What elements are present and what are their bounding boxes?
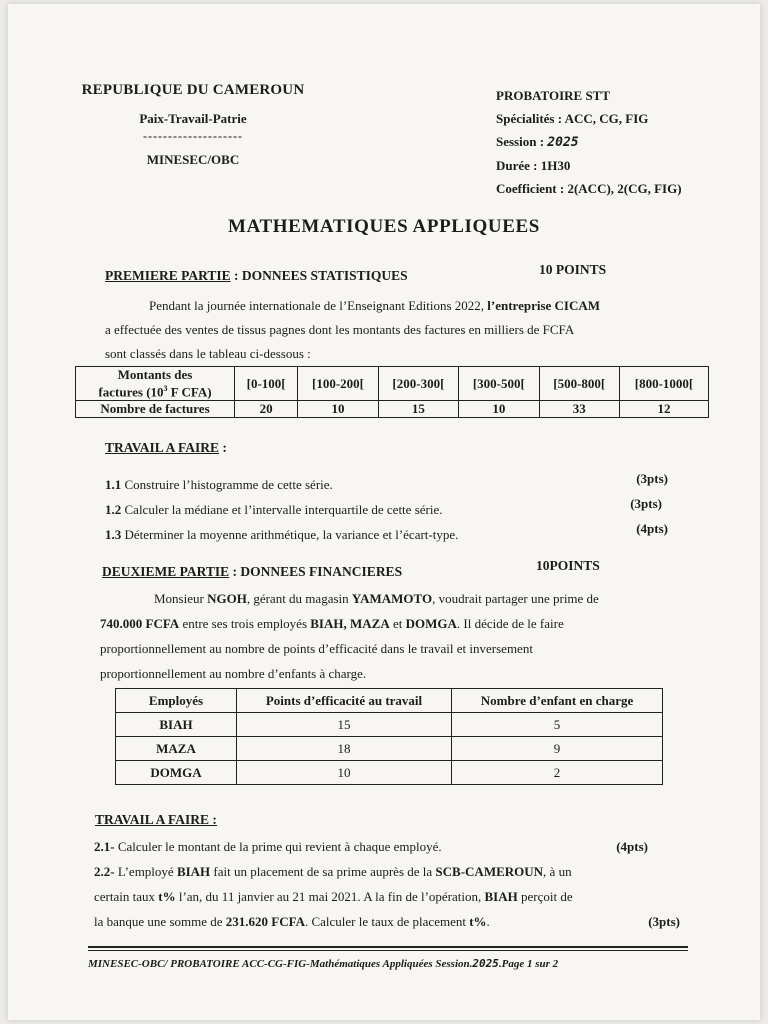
part2-heading	[102, 558, 722, 580]
header-separator: --------------------	[143, 129, 243, 143]
exam-title: MATHEMATIQUES APPLIQUEES	[228, 216, 540, 237]
part1-subtitle: : DONNEES STATISTIQUES	[230, 268, 408, 283]
part2-points: 10POINTS	[536, 558, 600, 573]
table-row	[76, 401, 709, 418]
company-name: l’entreprise CICAM	[487, 298, 601, 313]
class-cell: [200-300[	[378, 367, 458, 401]
table-header: Nombre d’enfant en charge	[452, 689, 663, 713]
footer-text: MINESEC-OBC/ PROBATOIRE ACC-CG-FIG-Mathématiques Appliquées Session.2025.Page 1 sur 2	[88, 957, 559, 970]
part1-points: 10 POINTS	[539, 262, 607, 277]
header-right	[496, 84, 736, 200]
footer-session: 2025	[472, 957, 499, 970]
footer-rule	[88, 950, 688, 951]
count-cell: 12	[619, 401, 708, 418]
coefficient-line	[496, 177, 736, 200]
p2-line-1: Monsieur NGOH, gérant du magasin YAMAMOTO, voudrait partager une prime de	[154, 591, 599, 606]
employee-name: MAZA	[116, 737, 237, 761]
employee-table	[115, 688, 663, 785]
employee-name: BIAH	[116, 713, 237, 737]
part1-tasks	[105, 471, 668, 549]
part2-tasks	[94, 834, 680, 934]
table-cell: 15	[237, 713, 452, 737]
class-cell: [0-100[	[235, 367, 298, 401]
specialities: Spécialités : ACC, CG, FIG	[496, 111, 649, 126]
session-label: Session :	[496, 134, 545, 149]
class-cell: [300-500[	[459, 367, 539, 401]
count-cell: 20	[235, 401, 298, 418]
part2-work-heading: TRAVAIL A FAIRE :	[95, 812, 217, 827]
session-line	[496, 130, 736, 154]
employee-name: DOMGA	[116, 761, 237, 785]
part2-title: DEUXIEME PARTIE	[102, 564, 230, 579]
duration: Durée : 1H30	[496, 158, 571, 173]
intro-line-3: sont classés dans le tableau ci-dessous :	[105, 346, 311, 361]
table-cell: 2	[452, 761, 663, 785]
intro-line-2: a effectuée des ventes de tissus pagnes dont les montants des factures en milliers de FCFA	[105, 322, 575, 337]
count-cell: 10	[298, 401, 378, 418]
p2-line-2: 740.000 FCFA entre ses trois employés BIAH, MAZA et DOMGA. Il décide de le faire	[100, 616, 564, 631]
list-item: 2.2- L’employé BIAH fait un placement de sa prime auprès de la SCB-CAMEROUN, à un	[94, 864, 572, 879]
part1-title: PREMIERE PARTIE	[105, 268, 231, 283]
country-name: REPUBLIQUE DU CAMEROUN	[81, 82, 305, 98]
table-row	[116, 713, 663, 737]
table-cell: 5	[452, 713, 663, 737]
invoice-table	[75, 366, 709, 418]
coefficient-label: Coefficient :	[496, 181, 565, 196]
count-cell: 15	[378, 401, 458, 418]
p2-line-3: proportionnellement au nombre de points d’efficacité dans le travail et inversement	[100, 641, 533, 656]
class-cell: [500-800[	[539, 367, 619, 401]
table-cell: 18	[237, 737, 452, 761]
ministry-name: MINESEC/OBC	[146, 152, 240, 167]
list-item: 2.1- Calculer le montant de la prime qui revient à chaque employé. (4pts)	[94, 839, 648, 854]
national-motto: Paix-Travail-Patrie	[139, 111, 247, 126]
count-label-cell: Nombre de factures	[76, 401, 235, 418]
header-left	[63, 82, 323, 168]
footer-rule	[88, 946, 688, 948]
part2-subtitle: : DONNEES FINANCIERES	[229, 564, 403, 579]
table-cell: 9	[452, 737, 663, 761]
count-cell: 10	[459, 401, 539, 418]
class-cell: [100-200[	[298, 367, 378, 401]
list-item-cont: la banque une somme de 231.620 FCFA. Calculer le taux de placement t%. (3pts)	[94, 914, 680, 929]
table-row	[116, 737, 663, 761]
page-footer	[88, 946, 688, 970]
intro-line-1: Pendant la journée internationale de l’Enseignant Editions 2022, l’entreprise CICAM	[149, 298, 601, 313]
coefficient-value: 2(ACC), 2(CG, FIG)	[567, 181, 682, 196]
table-header: Employés	[116, 689, 237, 713]
table-cell: 10	[237, 761, 452, 785]
part1-heading	[105, 262, 725, 284]
part1-intro	[105, 294, 715, 366]
list-item: 1.3 Déterminer la moyenne arithmétique, la variance et l’écart-type. (4pts)	[105, 521, 668, 542]
exam-sheet	[8, 4, 760, 1020]
table-row	[116, 761, 663, 785]
part1-work-heading: TRAVAIL A FAIRE :	[105, 440, 227, 455]
class-cell: [800-1000[	[619, 367, 708, 401]
list-item-cont: certain taux t% l’an, du 11 janvier au 21 mai 2021. A la fin de l’opération, BIAH perçoit de	[94, 889, 573, 904]
list-item: 1.1 Construire l’histogramme de cette série. (3pts)	[105, 471, 668, 492]
part2-intro	[100, 586, 690, 686]
count-cell: 33	[539, 401, 619, 418]
p2-line-4: proportionnellement au nombre d’enfants à charge.	[100, 666, 367, 681]
exam-name: PROBATOIRE STT	[496, 88, 611, 103]
table-row	[116, 689, 663, 713]
table-header: Points d’efficacité au travail	[237, 689, 452, 713]
amount-label-cell: Montants des factures ($10^3$ F CFA)	[76, 367, 235, 401]
list-item: 1.2 Calculer la médiane et l’intervalle interquartile de cette série. (3pts)	[105, 496, 662, 517]
table-row	[76, 367, 709, 401]
session-value: 2025	[547, 135, 579, 150]
